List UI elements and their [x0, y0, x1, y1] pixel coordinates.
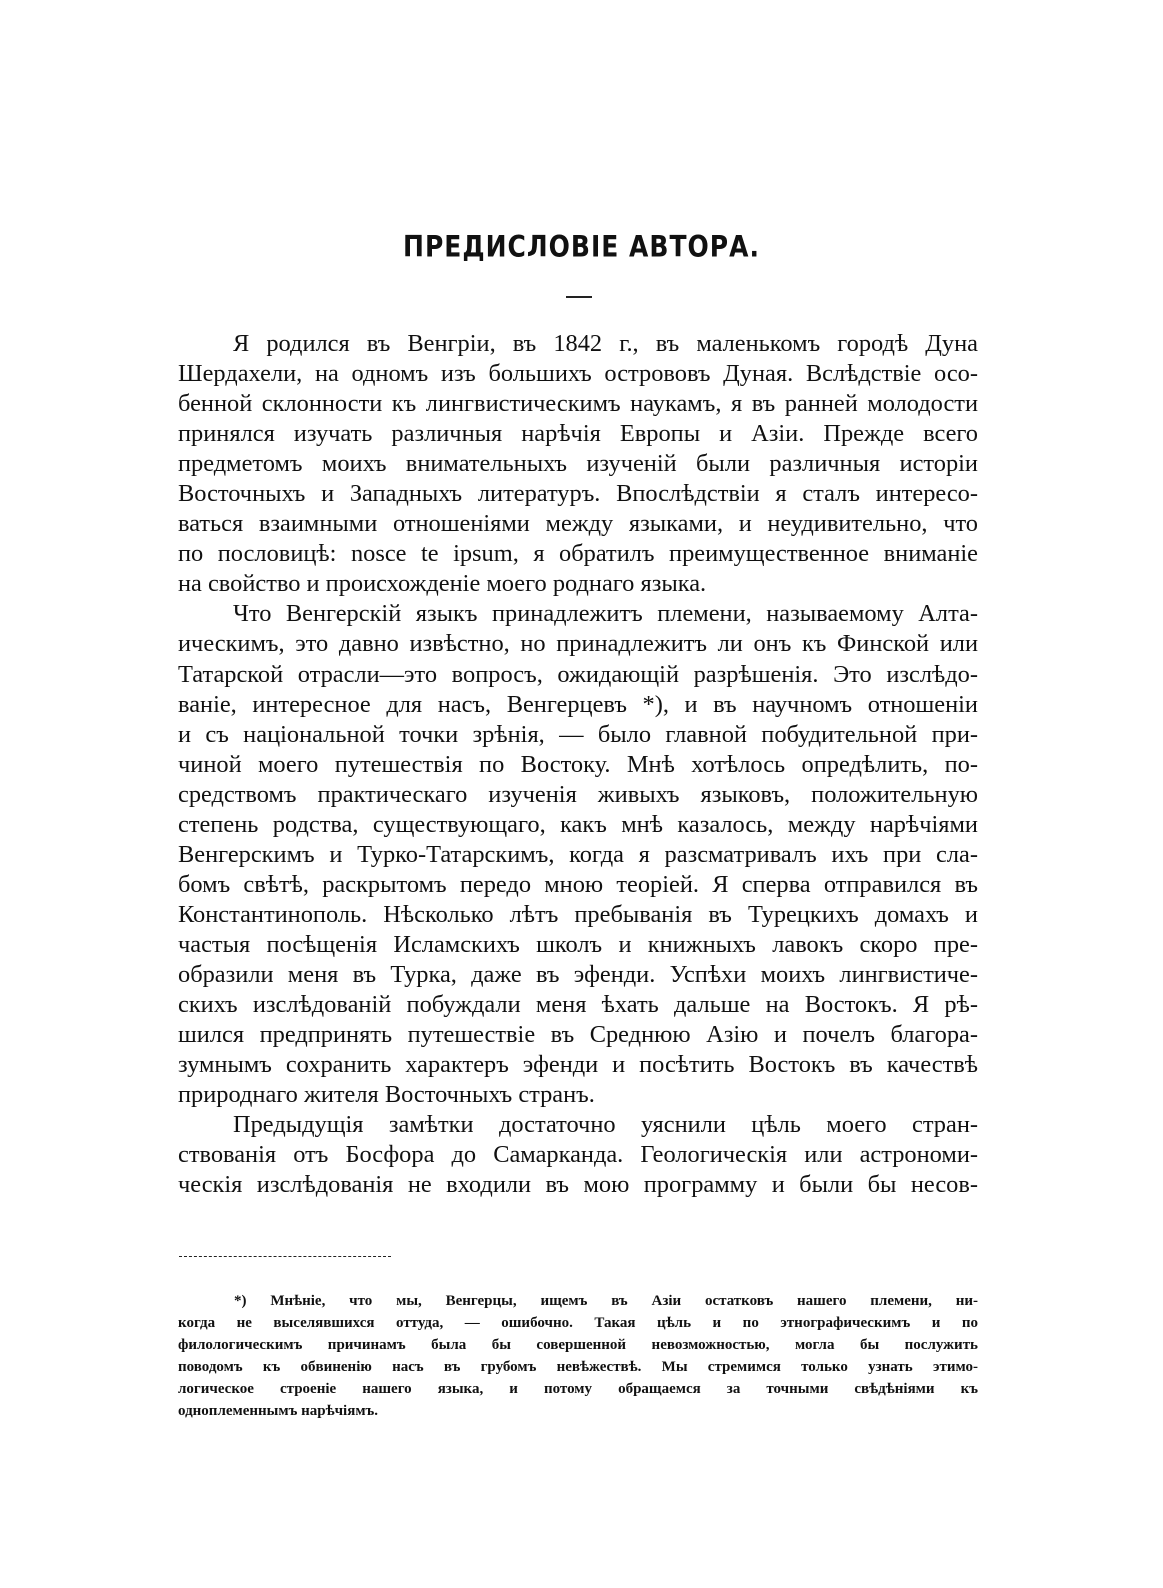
text-line: скихъ изслѣдованій побуждали меня ѣхать дальше на Востокъ. Я рѣ-: [178, 991, 978, 1019]
preface-body: [178, 329, 978, 1200]
footnote-line: поводомъ къ обвиненію насъ въ грубомъ невѣжествѣ. Мы стремимся только узнать этимо-: [178, 1359, 978, 1375]
footnote: [178, 1290, 978, 1422]
text-line: Шердахели, на одномъ изъ большихъ острововъ Дуная. Вслѣдствіе осо-: [178, 360, 978, 388]
text-line: ствованія отъ Босфора до Самарканда. Геологическія или астрономи-: [178, 1141, 978, 1169]
title-divider: [566, 296, 592, 298]
text-line: принялся изучать различныя нарѣчія Европы и Азіи. Прежде всего: [178, 420, 978, 448]
text-line: Предыдущія замѣтки достаточно уяснили цѣль моего стран-: [233, 1111, 978, 1139]
footnote-line: логическое строеніе нашего языка, и потому обращаемся за точными свѣдѣніями къ: [178, 1381, 978, 1397]
text-line: зумнымъ сохранить характеръ эфенди и посѣтить Востокъ въ качествѣ: [178, 1051, 978, 1079]
text-line: бенной склонности къ лингвистическимъ наукамъ, я въ ранней молодости: [178, 390, 978, 418]
text-line: предметомъ моихъ внимательныхъ изученій были различныя исторіи: [178, 450, 978, 478]
text-line: Татарской отрасли—это вопросъ, ожидающій разрѣшенія. Это изслѣдо-: [178, 660, 978, 688]
text-line: шился предпринять путешествіе въ Среднюю Азію и почелъ благора-: [178, 1021, 978, 1049]
text-line: ческія изслѣдованія не входили въ мою программу и были бы несов-: [178, 1171, 978, 1199]
text-line: бомъ свѣтѣ, раскрытомъ передо мною теоріей. Я сперва отправился въ: [178, 870, 978, 898]
text-line: Восточныхъ и Западныхъ литературъ. Впослѣдствіи я сталъ интересо-: [178, 480, 978, 508]
text-line: природнаго жителя Восточныхъ странъ.: [178, 1081, 595, 1109]
text-line: частыя посѣщенія Исламскихъ школъ и книжныхъ лавокъ скоро пре-: [178, 930, 978, 958]
text-line: образили меня въ Турка, даже въ эфенди. Успѣхи моихъ лингвистиче-: [178, 960, 978, 988]
text-line: Что Венгерскій языкъ принадлежитъ племени, называемому Алта-: [233, 600, 978, 628]
text-line: на свойство и происхожденіе моего роднаго языка.: [178, 570, 707, 598]
footnote-line: *) Мнѣніе, что мы, Венгерцы, ищемъ въ Азіи остатковъ нашего племени, ни-: [234, 1293, 978, 1309]
footnote-line: когда не выселявшихся оттуда, — ошибочно. Такая цѣль и по этнографическимъ и по: [178, 1315, 978, 1331]
text-line: Я родился въ Венгріи, въ 1842 г., въ маленькомъ городѣ Дуна: [233, 330, 978, 357]
text-line: чиной моего путешествія по Востоку. Мнѣ хотѣлось опредѣлить, по-: [178, 750, 978, 778]
text-line: ваться взаимными отношеніями между языками, и неудивительно, что: [178, 510, 978, 538]
text-line: Венгерскимъ и Турко-Татарскимъ, когда я разсматривалъ ихъ при сла-: [178, 840, 978, 868]
footnote-divider: [179, 1256, 391, 1257]
text-line: ваніе, интересное для насъ, Венгерцевъ *), и въ научномъ отношеніи: [178, 690, 978, 718]
footnote-line: филологическимъ причинамъ была бы совершенной невозможностью, могла бы послужить: [178, 1337, 978, 1353]
text-line: степень родства, существующаго, какъ мнѣ казалось, между нарѣчіями: [178, 810, 978, 838]
text-line: средствомъ практическаго изученія живыхъ языковъ, положительную: [178, 780, 978, 808]
text-line: ическимъ, это давно извѣстно, но принадлежитъ ли онъ къ Финской или: [178, 630, 978, 658]
page-title: ПРЕДИСЛОВІЕ АВТОРА.: [403, 229, 760, 264]
text-line: и съ національной точки зрѣнія, — было главной побудительной при-: [178, 720, 978, 748]
footnote-line: одноплеменнымъ нарѣчіямъ.: [178, 1403, 379, 1419]
text-line: Константинополь. Нѣсколько лѣтъ пребыванія въ Турецкихъ домахъ и: [178, 900, 978, 928]
text-line: по пословицѣ: nosce te ipsum, я обратилъ преимущественное вниманіе: [178, 540, 978, 568]
